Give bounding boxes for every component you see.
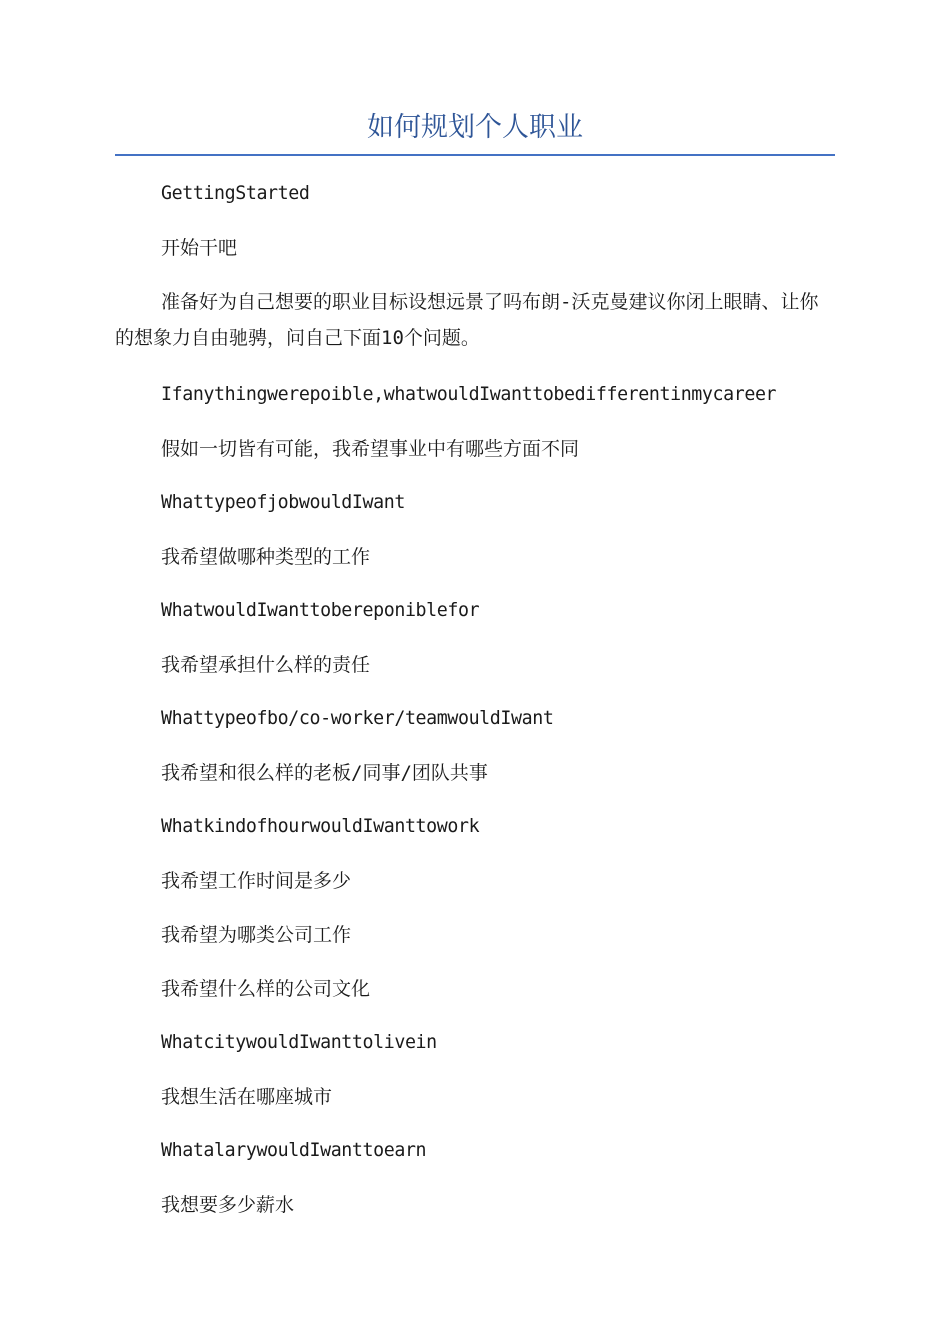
- paragraph: 我想要多少薪水: [161, 1194, 295, 1216]
- paragraph: Whattypeofbo/co-worker/teamwouldIwant: [161, 708, 554, 729]
- paragraph: 我希望做哪种类型的工作: [161, 546, 371, 568]
- title-underline: [115, 154, 835, 156]
- paragraph: WhatkindofhourwouldIwanttowork: [161, 816, 480, 837]
- paragraph: GettingStarted: [161, 183, 310, 204]
- paragraph: 假如一切皆有可能，我希望事业中有哪些方面不同: [161, 438, 580, 460]
- paragraph: 开始干吧: [161, 237, 238, 259]
- paragraph: WhattypeofjobwouldIwant: [161, 492, 405, 513]
- paragraph: WhatalarywouldIwanttoearn: [161, 1140, 427, 1161]
- paragraph: 我想生活在哪座城市: [161, 1086, 333, 1108]
- paragraph: 我希望什么样的公司文化: [161, 978, 371, 1000]
- paragraph: 我希望承担什么样的责任: [161, 654, 371, 676]
- paragraph: 我希望和很么样的老板/同事/团队共事: [161, 762, 488, 784]
- paragraph: 我希望工作时间是多少: [161, 870, 352, 892]
- paragraph: 我希望为哪类公司工作: [161, 924, 352, 946]
- document-title: 如何规划个人职业: [367, 112, 583, 143]
- paragraph: 准备好为自己想要的职业目标设想远景了吗布朗-沃克曼建议你闭上眼睛、让你的想象力自由驰骋，问自己下面10个问题。: [115, 291, 819, 349]
- paragraph: WhatwouldIwanttobereponiblefor: [161, 600, 480, 621]
- paragraph: Ifanythingwerepoible,whatwouldIwanttobedifferentinmycareer: [161, 384, 777, 405]
- paragraph: WhatcitywouldIwanttolivein: [161, 1032, 437, 1053]
